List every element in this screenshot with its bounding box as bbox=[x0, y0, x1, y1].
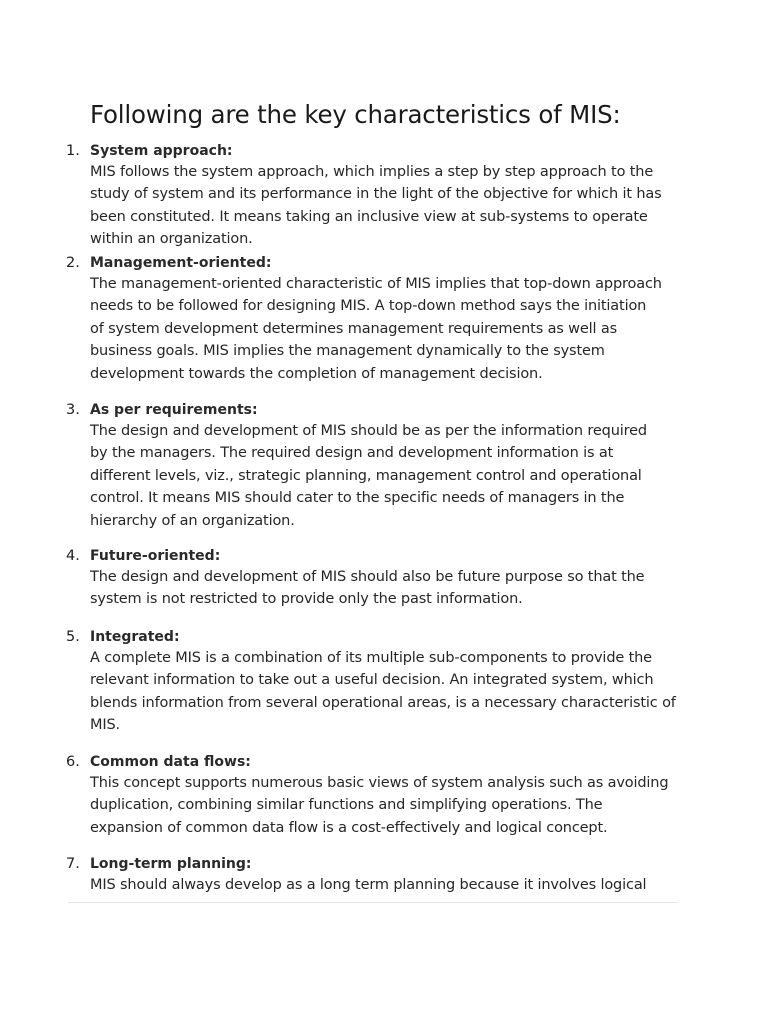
item-body bbox=[90, 874, 690, 896]
body-line: by the managers. The required design and development information is at bbox=[90, 445, 614, 462]
item-body bbox=[90, 566, 690, 611]
item-heading: System approach: bbox=[90, 143, 233, 159]
item-heading: Common data flows: bbox=[90, 754, 251, 770]
body-line: development towards the completion of management decision. bbox=[90, 365, 543, 382]
item-body bbox=[90, 161, 690, 251]
body-line: system is not restricted to provide only the past information. bbox=[90, 591, 523, 608]
body-line: MIS follows the system approach, which implies a step by step approach to the bbox=[90, 164, 654, 180]
body-line: MIS. bbox=[90, 717, 121, 734]
item-number: 3. bbox=[66, 402, 80, 418]
body-line: study of system and its performance in the light of the objective for which it has bbox=[90, 186, 662, 203]
item-body bbox=[90, 273, 690, 385]
item-body bbox=[90, 772, 690, 839]
page-divider bbox=[68, 902, 678, 903]
body-line: business goals. MIS implies the management dynamically to the system bbox=[90, 343, 605, 360]
body-line: been constituted. It means taking an inclusive view at sub-systems to operate bbox=[90, 208, 648, 225]
item-number: 5. bbox=[66, 629, 80, 645]
body-line: hierarchy of an organization. bbox=[90, 512, 295, 529]
body-line: This concept supports numerous basic views of system analysis such as avoiding bbox=[90, 775, 669, 791]
item-number: 6. bbox=[66, 754, 80, 770]
item-heading: Future-oriented: bbox=[90, 548, 221, 564]
body-line: MIS should always develop as a long term planning because it involves logical bbox=[90, 877, 647, 893]
item-number: 4. bbox=[66, 548, 80, 564]
item-number: 1. bbox=[66, 143, 80, 159]
body-line: A complete MIS is a combination of its multiple sub-components to provide the bbox=[90, 650, 652, 666]
item-heading: Long-term planning: bbox=[90, 856, 252, 872]
body-line: within an organization. bbox=[90, 231, 253, 248]
body-line: different levels, viz., strategic planning, management control and operational bbox=[90, 467, 642, 484]
body-line: needs to be followed for designing MIS. A top-down method says the initiation bbox=[90, 298, 647, 315]
item-body bbox=[90, 647, 690, 737]
item-heading: Integrated: bbox=[90, 629, 180, 645]
body-line: The design and development of MIS should be as per the information required bbox=[90, 423, 647, 439]
body-line: blends information from several operational areas, is a necessary characteristic of bbox=[90, 694, 676, 711]
item-heading: As per requirements: bbox=[90, 402, 258, 418]
item-heading: Management-oriented: bbox=[90, 255, 272, 271]
body-line: relevant information to take out a useful decision. An integrated system, which bbox=[90, 672, 654, 689]
body-line: duplication, combining similar functions and simplifying operations. The bbox=[90, 797, 603, 814]
document-title: Following are the key characteristics of MIS: bbox=[90, 100, 621, 129]
body-line: control. It means MIS should cater to the specific needs of managers in the bbox=[90, 490, 625, 507]
body-line: The design and development of MIS should also be future purpose so that the bbox=[90, 569, 645, 585]
body-line: expansion of common data flow is a cost-effectively and logical concept. bbox=[90, 819, 608, 836]
item-number: 2. bbox=[66, 255, 80, 271]
item-number: 7. bbox=[66, 856, 80, 872]
item-body bbox=[90, 420, 690, 532]
body-line: of system development determines management requirements as well as bbox=[90, 320, 618, 337]
body-line: The management-oriented characteristic of MIS implies that top-down approach bbox=[90, 276, 662, 292]
